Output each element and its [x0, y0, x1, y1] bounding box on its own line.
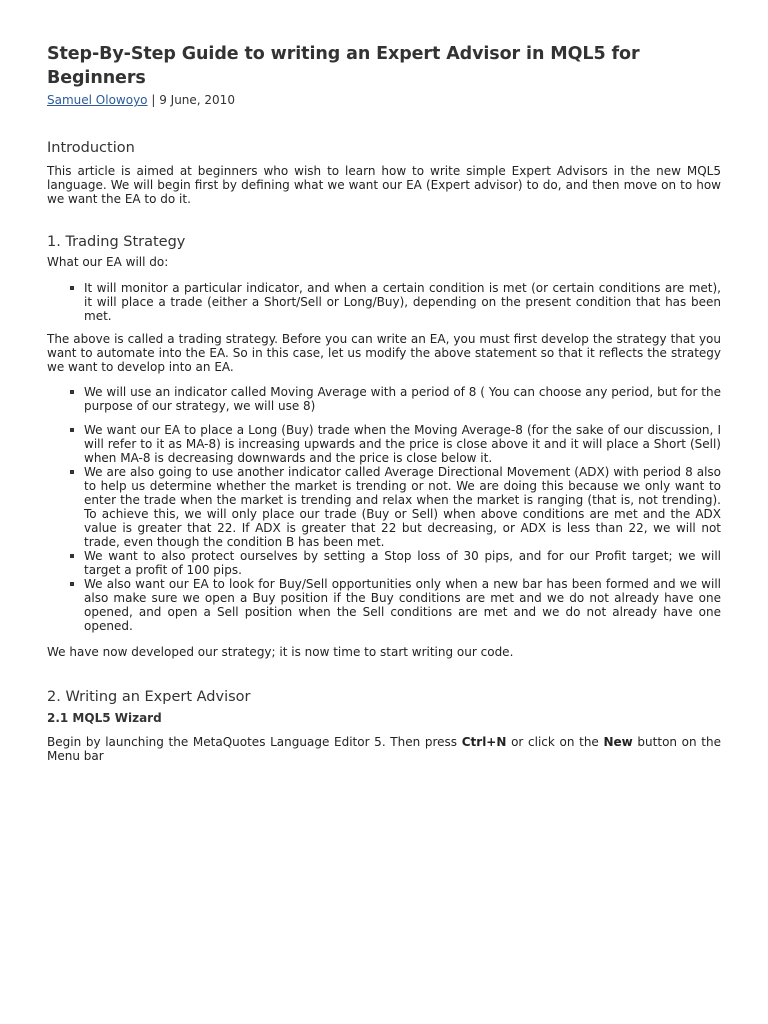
list-item: We will use an indicator called Moving Average with a period of 8 ( You can choose any period, but for the purpose of our strategy, we will use 8) [84, 385, 721, 413]
list-item: We want our EA to place a Long (Buy) trade when the Moving Average-8 (for the sake of our discussion, I will refer to it as MA-8) is increasing upwards and the price is close above it and it will place a Short (Sell) when MA-8 is decreasing downwards and the price is close below it. [84, 423, 721, 465]
section2-heading: 2. Writing an Expert Advisor [47, 689, 251, 705]
shortcut-key: Ctrl+N [461, 735, 507, 749]
list-item: It will monitor a particular indicator, and when a certain condition is met (or certain conditions are met), it will place a trade (either a Short/Sell or Long/Buy), depending on the present condition that has been met. [84, 281, 721, 323]
strategy-rules-list [47, 385, 721, 633]
intro-paragraph: This article is aimed at beginners who wish to learn how to write simple Expert Advisors in the new MQL5 language. We will begin first by defining what we want our EA (Expert advisor) to do, and then move on to how we want the EA to do it. [47, 164, 721, 206]
section1-lead: What our EA will do: [47, 255, 169, 269]
text-segment: or click on the [506, 735, 604, 749]
section1-paragraph: The above is called a trading strategy. Before you can write an EA, you must first develop the strategy that you want to automate into the EA. So in this case, let us modify the above statement so that it reflects the strategy we want to develop into an EA. [47, 332, 721, 374]
author-link[interactable]: Samuel Olowoyo [47, 93, 148, 107]
list-item: We want to also protect ourselves by setting a Stop loss of 30 pips, and for our Profit target; we will target a profit of 100 pips. [84, 549, 721, 577]
section1-closing: We have now developed our strategy; it is now time to start writing our code. [47, 645, 514, 659]
byline-separator: | [147, 93, 160, 107]
strategy-list [47, 281, 721, 323]
new-button-label: New [603, 735, 633, 749]
intro-heading: Introduction [47, 140, 135, 156]
byline [47, 92, 721, 108]
text-segment: button on the Menu bar [47, 735, 721, 763]
section2-1-paragraph [47, 735, 721, 763]
publish-date: 9 June, 2010 [159, 93, 235, 107]
section2-1-heading: 2.1 MQL5 Wizard [47, 711, 162, 725]
section1-heading: 1. Trading Strategy [47, 234, 186, 250]
list-item: We are also going to use another indicator called Average Directional Movement (ADX) with period 8 also to help us determine whether the market is trending or not. We are doing this because we only want to enter the trade when the market is trending and relax when the market is ranging (that is, not trending). To achieve this, we will only place our trade (Buy or Sell) when above conditions are met and the ADX value is greater that 22. If ADX is greater that 22 but decreasing, or ADX is less than 22, we will not trade, even though the condition B has been met. [84, 465, 721, 549]
list-item: We also want our EA to look for Buy/Sell opportunities only when a new bar has been formed and we will also make sure we open a Buy position if the Buy conditions are met and we do not already have one opened, and open a Sell position when the Sell conditions are met and we do not already have one opened. [84, 577, 721, 633]
text-segment: Begin by launching the MetaQuotes Language Editor 5. Then press [47, 735, 462, 749]
article-title: Step-By-Step Guide to writing an Expert Advisor in MQL5 for Beginners [47, 44, 640, 88]
